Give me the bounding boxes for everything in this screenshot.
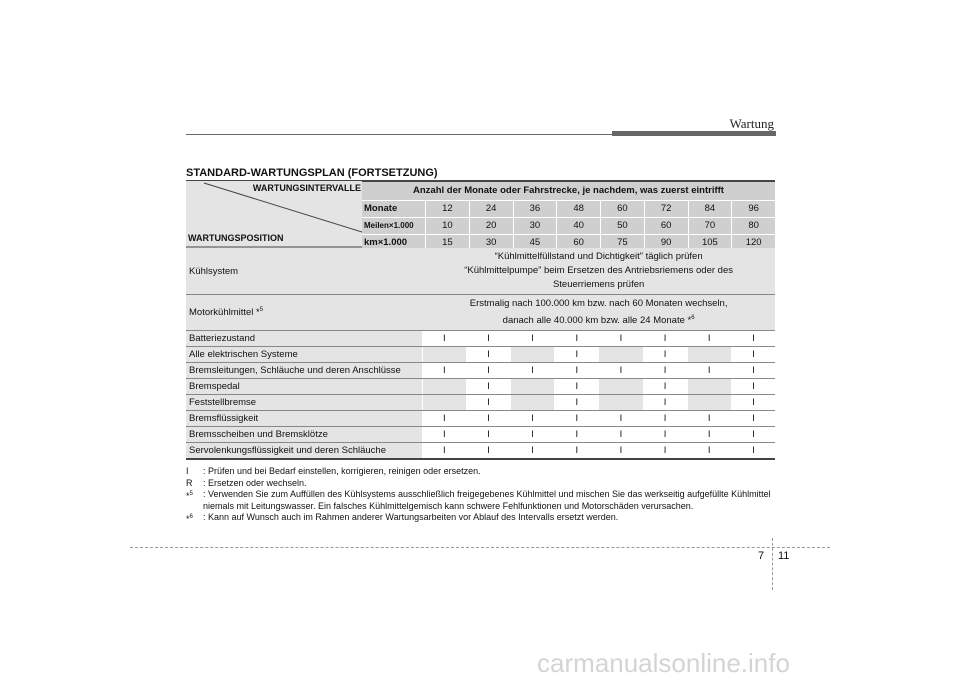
page-number: 11 — [778, 550, 790, 562]
interval-cell: I — [687, 427, 731, 443]
interval-cell — [511, 347, 555, 363]
row-label: Bremsscheiben und Bremsklötze — [186, 427, 422, 443]
row-label-text: Kühlsystem — [189, 265, 239, 277]
interval-row-months — [362, 201, 775, 218]
interval-cell: I — [511, 411, 555, 427]
row-label: Servolenkungsflüssigkeit und deren Schläuche — [186, 443, 422, 460]
interval-cell: I — [731, 347, 775, 363]
interval-cell: I — [687, 411, 731, 427]
interval-cell — [422, 395, 466, 411]
legend-key: R — [186, 477, 193, 488]
interval-cell: I — [687, 443, 731, 460]
legend-text: : Kann auf Wunsch auch im Rahmen anderer Wartungsarbeiten vor Ablauf des Intervalls ersetzt werden. — [203, 512, 619, 522]
header-bar — [612, 131, 776, 136]
legend-note — [186, 512, 776, 526]
diag-label-intervals: WARTUNGSINTERVALLE — [252, 183, 361, 193]
table-row — [186, 347, 775, 363]
interval-value: 70 — [688, 218, 732, 234]
interval-cell — [511, 395, 555, 411]
table-row — [186, 363, 775, 379]
interval-value: 10 — [425, 218, 469, 234]
interval-cell: I — [643, 363, 687, 379]
interval-cell: I — [511, 427, 555, 443]
row-instruction — [422, 295, 775, 331]
interval-cell: I — [555, 427, 599, 443]
interval-row-label: Meilen×1.000 — [364, 221, 414, 230]
row-instruction — [422, 248, 775, 295]
interval-cell: I — [511, 331, 555, 347]
interval-cell: I — [555, 347, 599, 363]
interval-cell: I — [555, 395, 599, 411]
interval-value: 75 — [600, 235, 644, 251]
interval-value: 96 — [731, 201, 775, 217]
table-row — [186, 427, 775, 443]
interval-value: 20 — [469, 218, 513, 234]
legend-notes — [186, 466, 776, 526]
interval-cell: I — [422, 443, 466, 460]
interval-value: 80 — [731, 218, 775, 234]
interval-cell: I — [731, 443, 775, 460]
interval-cell: I — [555, 363, 599, 379]
interval-cell: I — [599, 443, 643, 460]
footnote-ref: 5 — [259, 307, 264, 313]
interval-cell: I — [599, 411, 643, 427]
interval-cell: I — [422, 331, 466, 347]
legend-note — [186, 466, 776, 478]
interval-value: 90 — [644, 235, 688, 251]
instruction-text: danach alle 40.000 km bzw. alle 24 Monate * — [502, 315, 692, 327]
interval-cell: I — [466, 347, 510, 363]
interval-cell — [422, 347, 466, 363]
interval-value: 120 — [731, 235, 775, 251]
legend-text: : Verwenden Sie zum Auffüllen des Kühlsystems ausschließlich freigegebenes Kühlmittel und mischen Sie das werkseitig aufgefüllte Kühlmittel niemals mit Leitungswasser. Ein falsches Kühlmittelgemisch kann schwere Fehlfunktionen und Motorschäden verursachen. — [203, 489, 771, 511]
footer-divider — [772, 538, 773, 590]
interval-value: 15 — [425, 235, 469, 251]
interval-cell: I — [511, 443, 555, 460]
instruction-line — [426, 278, 771, 292]
interval-cell: I — [466, 443, 510, 460]
interval-cell: I — [731, 331, 775, 347]
interval-cell: I — [643, 443, 687, 460]
interval-value: 84 — [688, 201, 732, 217]
interval-cell: I — [511, 363, 555, 379]
interval-cell — [687, 347, 731, 363]
interval-row-miles — [362, 218, 775, 235]
interval-value: 30 — [469, 235, 513, 251]
interval-value: 12 — [425, 201, 469, 217]
interval-cell: I — [599, 331, 643, 347]
row-label: Bremspedal — [186, 379, 422, 395]
interval-value: 48 — [556, 201, 600, 217]
row-label — [186, 248, 422, 295]
interval-value: 105 — [688, 235, 732, 251]
interval-cell: I — [731, 427, 775, 443]
legend-text: : Prüfen und bei Bedarf einstellen, korrigieren, reinigen oder ersetzen. — [203, 466, 481, 476]
legend-key: I — [186, 466, 189, 476]
interval-cell — [511, 379, 555, 395]
table-row — [186, 248, 775, 295]
interval-cell: I — [687, 331, 731, 347]
instruction-text: Steuerriemens prüfen — [552, 279, 645, 290]
page-title: STANDARD-WARTUNGSPLAN (FORTSETZUNG) — [186, 167, 438, 179]
interval-value: 24 — [469, 201, 513, 217]
table-header — [186, 180, 775, 248]
interval-cell: I — [731, 395, 775, 411]
maintenance-table — [186, 248, 775, 460]
interval-cell: I — [466, 427, 510, 443]
interval-cell — [687, 395, 731, 411]
table-row — [186, 395, 775, 411]
interval-cell: I — [643, 331, 687, 347]
interval-value: 36 — [513, 201, 557, 217]
diag-label-positions: WARTUNGSPOSITION — [188, 233, 284, 243]
interval-cell: I — [555, 443, 599, 460]
instruction-text: Erstmalig nach 100.000 km bzw. nach 60 Monaten wechseln, — [469, 298, 728, 309]
instruction-text: “Kühlmittelfüllstand und Dichtigkeit” täglich prüfen — [494, 251, 703, 262]
interval-cell: I — [555, 379, 599, 395]
table-row — [186, 331, 775, 347]
legend-note — [186, 489, 776, 512]
interval-row-label: km×1.000 — [364, 237, 408, 248]
section-title: Wartung — [729, 116, 774, 131]
interval-row-label: Monate — [364, 203, 398, 214]
interval-cell: I — [466, 411, 510, 427]
interval-cell: I — [643, 379, 687, 395]
legend-key: *$^6$ — [186, 514, 193, 524]
interval-cell — [422, 379, 466, 395]
row-label: Bremsflüssigkeit — [186, 411, 422, 427]
footer-rule — [130, 547, 830, 548]
interval-value: 60 — [644, 218, 688, 234]
interval-value: 30 — [513, 218, 557, 234]
row-label: Alle elektrischen Systeme — [186, 347, 422, 363]
table-row — [186, 411, 775, 427]
interval-value: 60 — [600, 201, 644, 217]
interval-cell — [599, 395, 643, 411]
interval-cell: I — [466, 363, 510, 379]
interval-value: 72 — [644, 201, 688, 217]
interval-cell: I — [466, 331, 510, 347]
row-label — [186, 295, 422, 331]
interval-cell: I — [466, 379, 510, 395]
interval-cell: I — [466, 395, 510, 411]
interval-cell: I — [422, 427, 466, 443]
row-label: Feststellbremse — [186, 395, 422, 411]
interval-cell: I — [599, 427, 643, 443]
interval-cell — [599, 379, 643, 395]
interval-cell: I — [643, 347, 687, 363]
row-label: Bremsleitungen, Schläuche und deren Anschlüsse — [186, 363, 422, 379]
interval-cell — [599, 347, 643, 363]
table-row — [186, 379, 775, 395]
interval-cell: I — [687, 363, 731, 379]
interval-cell: I — [643, 395, 687, 411]
instruction-line — [426, 250, 771, 264]
interval-cell: I — [422, 363, 466, 379]
interval-value: 60 — [556, 235, 600, 251]
table-row — [186, 443, 775, 460]
interval-value: 50 — [600, 218, 644, 234]
interval-cell: I — [555, 411, 599, 427]
legend-key: *$^5$ — [186, 491, 193, 501]
instruction-text: “Kühlmittelpumpe” beim Ersetzen des Antriebsriemens oder des — [464, 265, 733, 276]
legend-note — [186, 478, 776, 490]
interval-header — [362, 180, 775, 252]
footnote-ref: 6 — [691, 315, 695, 321]
table-row — [186, 295, 775, 331]
legend-text: : Ersetzen oder wechseln. — [203, 477, 307, 488]
interval-cell: I — [643, 411, 687, 427]
interval-cell: I — [731, 363, 775, 379]
interval-span-title: Anzahl der Monate oder Fahrstrecke, je nachdem, was zuerst eintrifft — [362, 180, 775, 201]
interval-cell: I — [731, 411, 775, 427]
interval-cell: I — [731, 379, 775, 395]
instruction-line — [426, 297, 771, 311]
instruction-line — [426, 311, 771, 328]
row-label: Batteriezustand — [186, 331, 422, 347]
interval-cell: I — [643, 427, 687, 443]
interval-cell: I — [555, 331, 599, 347]
chapter-number: 7 — [758, 550, 765, 562]
interval-value: 40 — [556, 218, 600, 234]
row-label-text: Motorkühlmittel * — [189, 307, 260, 319]
interval-cell — [687, 379, 731, 395]
interval-value: 45 — [513, 235, 557, 251]
interval-cell: I — [599, 363, 643, 379]
watermark: carmanualsonline.info — [537, 648, 790, 678]
instruction-line — [426, 264, 771, 278]
interval-cell: I — [422, 411, 466, 427]
